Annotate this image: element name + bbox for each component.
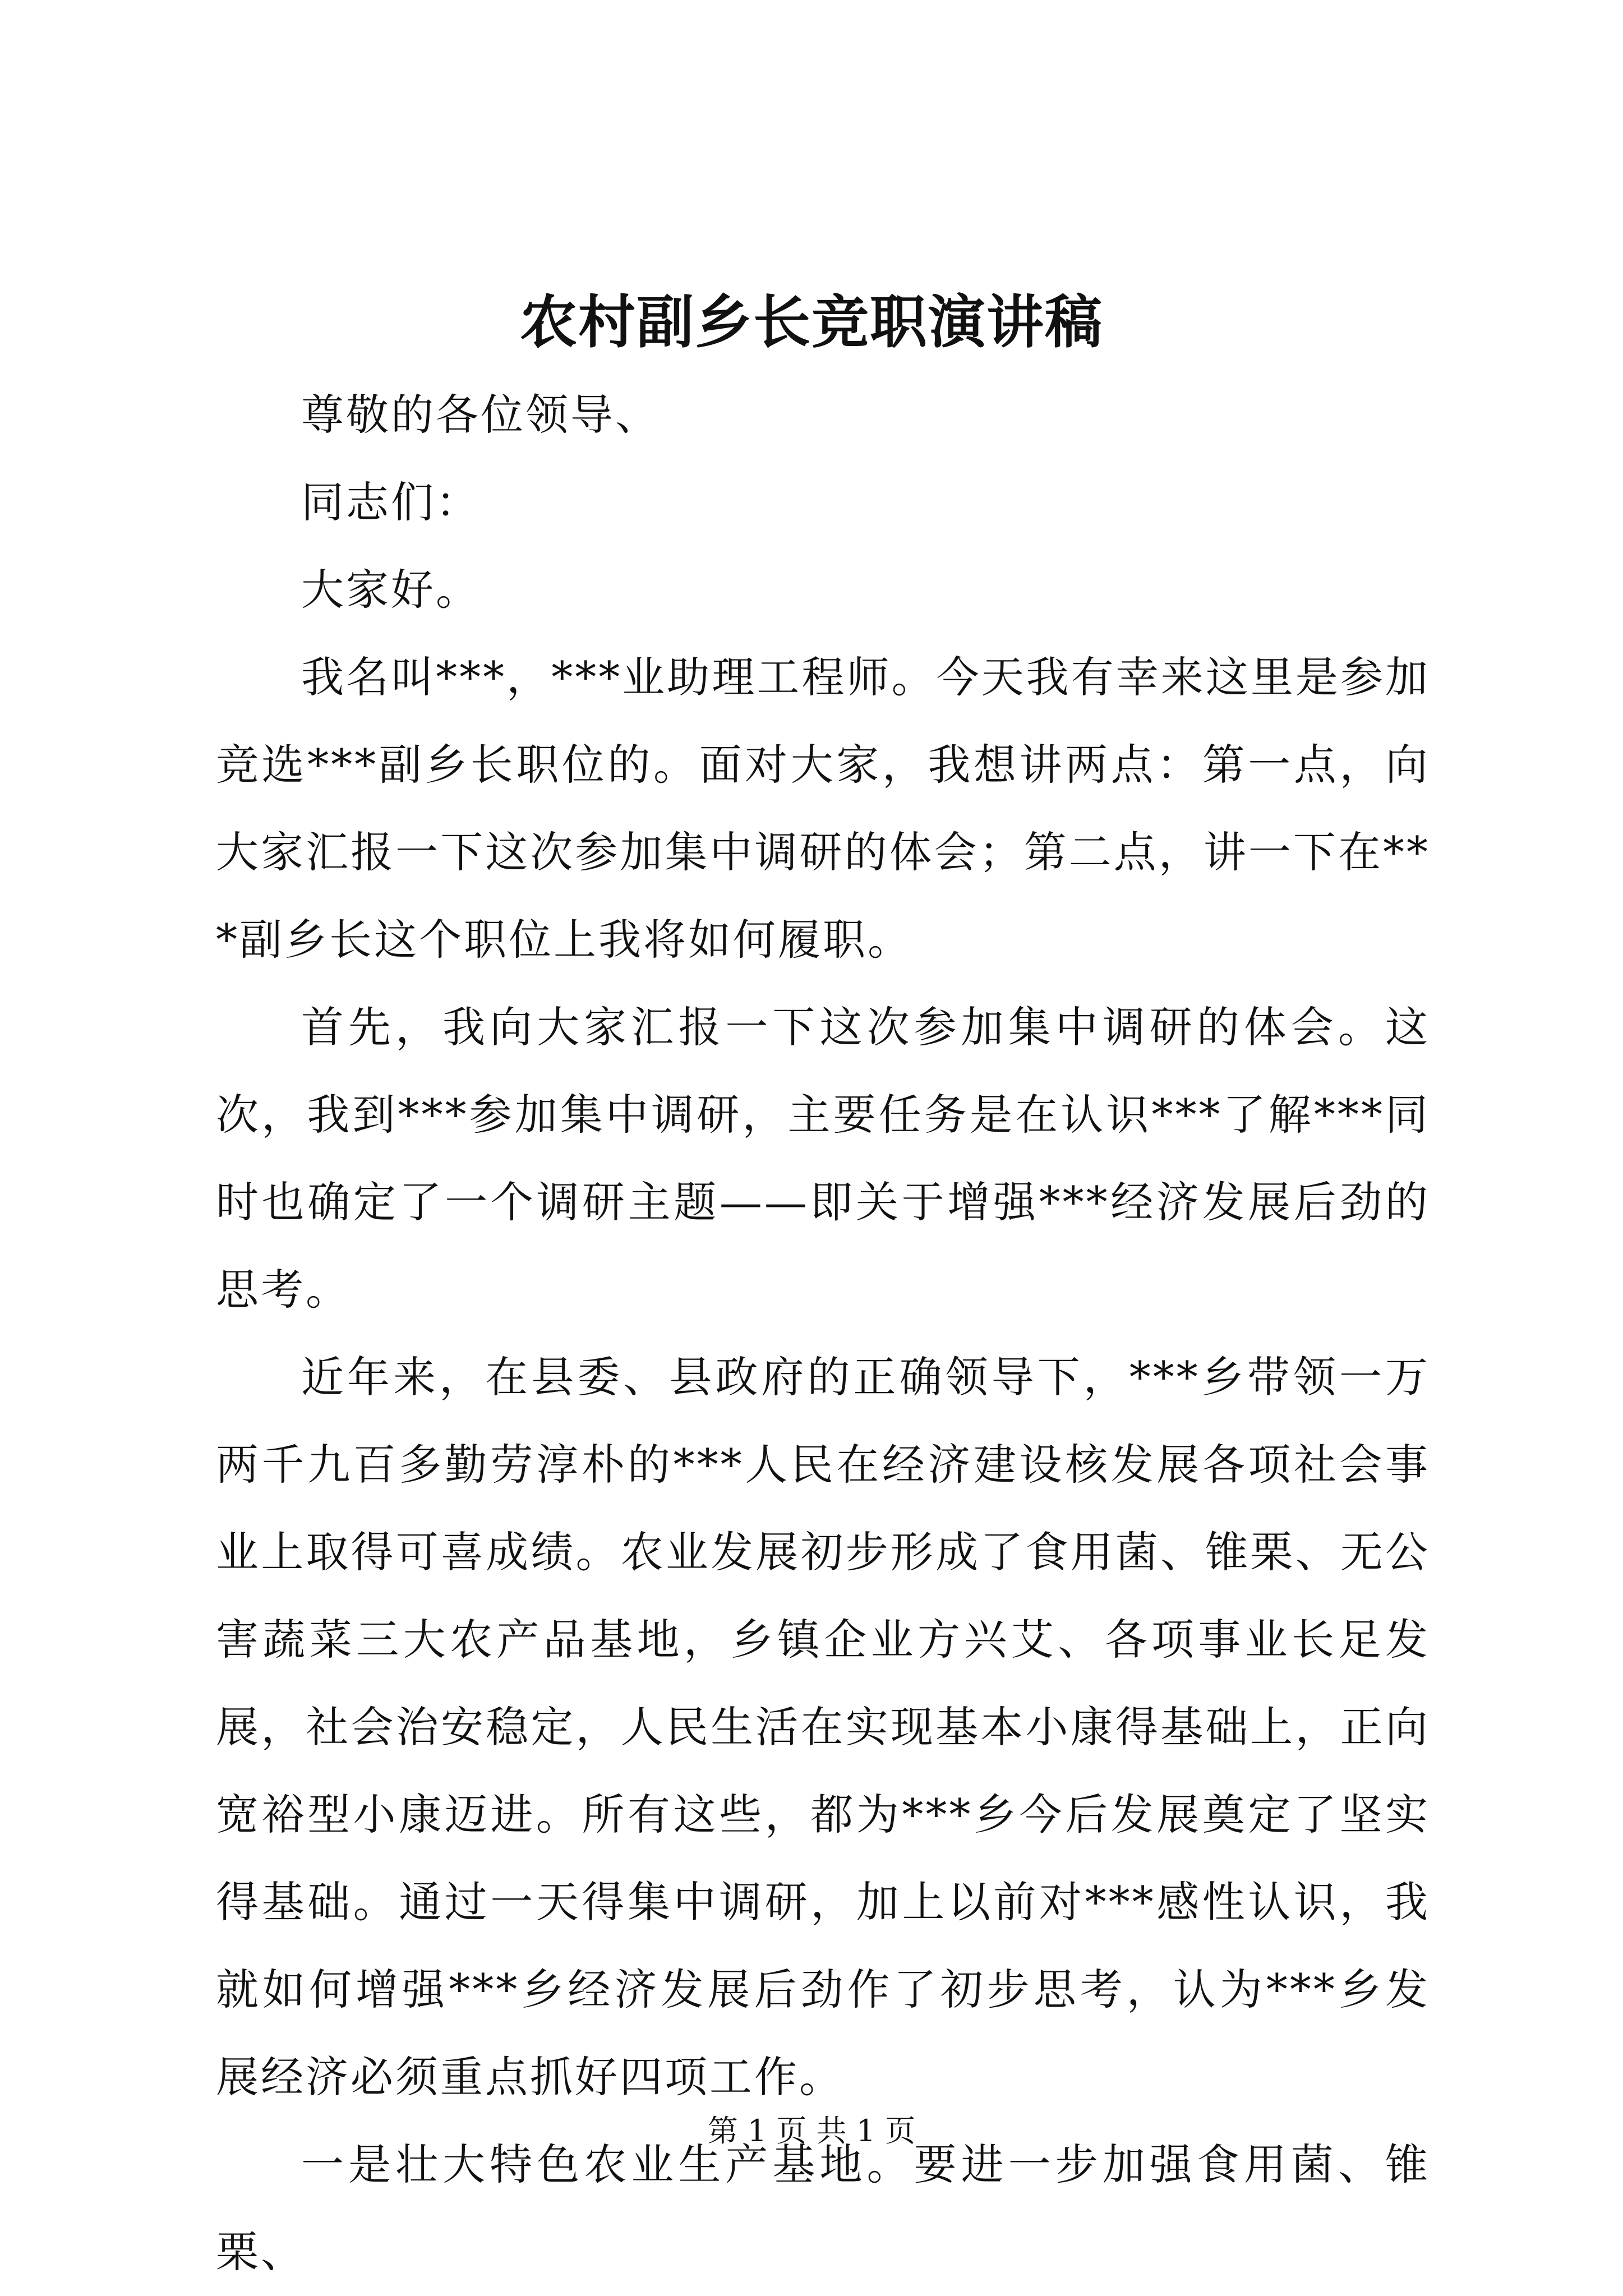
document-body xyxy=(216,371,1430,2296)
greeting-line: 大家好。 xyxy=(301,565,481,615)
paragraph-point-one: 一是壮大特色农业生产基地。要进一步加强食用菌、锥栗、 xyxy=(216,2140,1430,2277)
salutation-line-1: 尊敬的各位领导、 xyxy=(301,390,660,440)
paragraph-research-report: 首先，我向大家汇报一下这次参加集中调研的体会。这次，我到***参加集中调研，主要任务是在认识***了解***同时也确定了一个调研主题——即关于增强***经济发展后劲的思考。 xyxy=(216,1002,1430,1315)
paragraph-introduction: 我名叫***，***业助理工程师。今天我有幸来这里是参加竞选***副乡长职位的。面对大家，我想讲两点：第一点，向大家汇报一下这次参加集中调研的体会；第二点，讲一下在***副乡长这个职位上我将如何履职。 xyxy=(216,652,1430,965)
paragraph-recent-years: 近年来，在县委、县政府的正确领导下，***乡带领一万两千九百多勤劳淳朴的***人民在经济建设核发展各项社会事业上取得可喜成绩。农业发展初步形成了食用菌、锥栗、无公害蔬菜三大农产品基地，乡镇企业方兴艾、各项事业长足发展，社会治安稳定，人民生活在实现基本小康得基础上，正向宽裕型小康迈进。所有这些，都为***乡今后发展奠定了坚实得基础。通过一天得集中调研，加上以前对***感性认识，我就如何增强***乡经济发展后劲作了初步思考，认为***乡发展经济必须重点抓好四项工作。 xyxy=(216,1352,1430,2102)
page-footer: 第 1 页 共 1 页 xyxy=(707,2113,916,2149)
document-title: 农村副乡长竞职演讲稿 xyxy=(520,289,1103,356)
salutation-line-2: 同志们： xyxy=(301,477,481,527)
